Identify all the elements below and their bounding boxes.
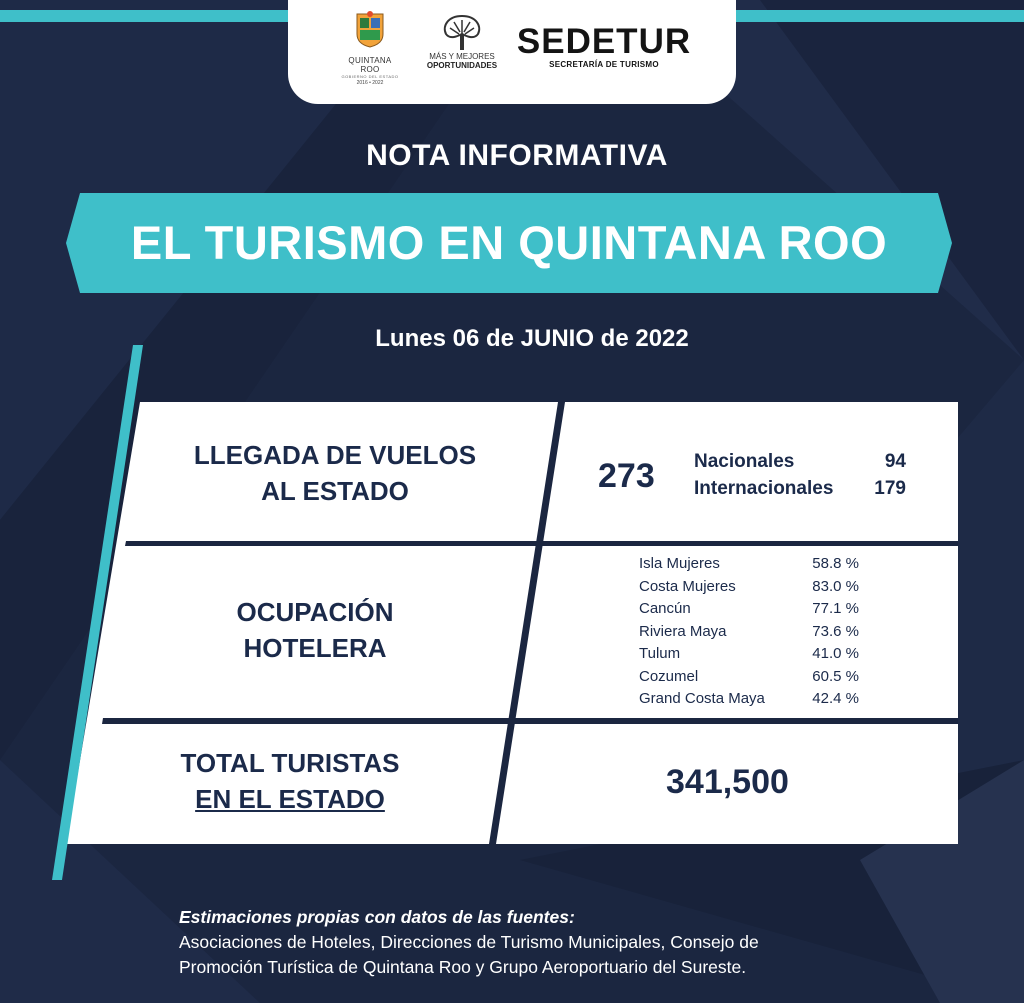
qroo-name: QUINTANA ROO [348,56,392,74]
ocupacion-place: Riviera Maya [639,622,727,640]
vuelos-row-label: Nacionales [694,451,795,472]
vuelos-row-nacionales [694,451,906,473]
banner-title: EL TURISMO EN QUINTANA ROO [130,216,888,269]
vuelos-label-line1: LLEGADA DE VUELOS [193,440,477,470]
list-item [639,690,859,713]
nota-informativa-heading: NOTA INFORMATIVA [366,139,668,172]
ocupacion-label-line1: OCUPACIÓN [236,597,394,627]
list-item [639,645,859,668]
vuelos-row-value: 179 [874,478,906,499]
vuelos-row-internacionales [694,478,906,500]
qroo-subtitle: GOBIERNO DEL ESTADO [341,74,399,79]
turistas-label-line1: TOTAL TURISTAS [180,748,400,778]
ocupacion-value: 73.6 % [812,622,859,640]
ocupacion-list [639,555,859,713]
ocupacion-value: 60.5 % [812,667,859,685]
vuelos-total: 273 [598,457,655,495]
ocupacion-place: Cozumel [639,667,699,685]
ocupacion-value: 77.1 % [812,600,859,617]
ocupacion-place: Costa Mujeres [639,577,736,595]
ocupacion-place: Cancún [639,600,691,617]
vuelos-row-value: 94 [884,451,906,472]
vuelos-label-line2: AL ESTADO [261,476,409,506]
mejores-line2: OPORTUNIDADES [426,61,498,70]
list-item [639,555,859,578]
list-item [639,623,859,646]
sedetur-subtitle: SECRETARÍA DE TURISMO [549,60,659,69]
ocupacion-place: Isla Mujeres [639,555,720,572]
footer-line2: Promoción Turística de Quintana Roo y Grupo Aeroportuario del Sureste. [179,957,747,977]
turistas-total: 341,500 [666,763,789,801]
ocupacion-value: 83.0 % [812,577,859,595]
ocupacion-value: 41.0 % [812,645,859,662]
list-item [639,600,859,623]
ocupacion-value: 58.8 % [812,555,859,572]
ocupacion-place: Grand Costa Maya [639,690,765,707]
vuelos-label [170,437,500,509]
ocupacion-place: Tulum [639,645,681,662]
footer-line1: Asociaciones de Hoteles, Direcciones de Turismo Municipales, Consejo de [179,932,759,952]
ocupacion-value: 42.4 % [812,690,859,707]
turistas-label-line2: EN EL ESTADO [195,784,385,814]
vuelos-row-label: Internacionales [694,478,834,499]
footer-title: Estimaciones propias con datos de las fuentes: [179,907,575,927]
qroo-years: 2016 • 2022 [356,80,384,86]
list-item [639,668,859,691]
sedetur-title: SEDETUR [516,22,692,61]
turistas-label [125,745,455,817]
report-date: Lunes 06 de JUNIO de 2022 [375,325,689,352]
list-item [639,578,859,601]
sources-footer [179,905,979,980]
ocupacion-label-line2: HOTELERA [243,633,387,663]
mejores-line1: MÁS Y MEJORES [429,52,495,61]
ocupacion-label [150,594,480,666]
